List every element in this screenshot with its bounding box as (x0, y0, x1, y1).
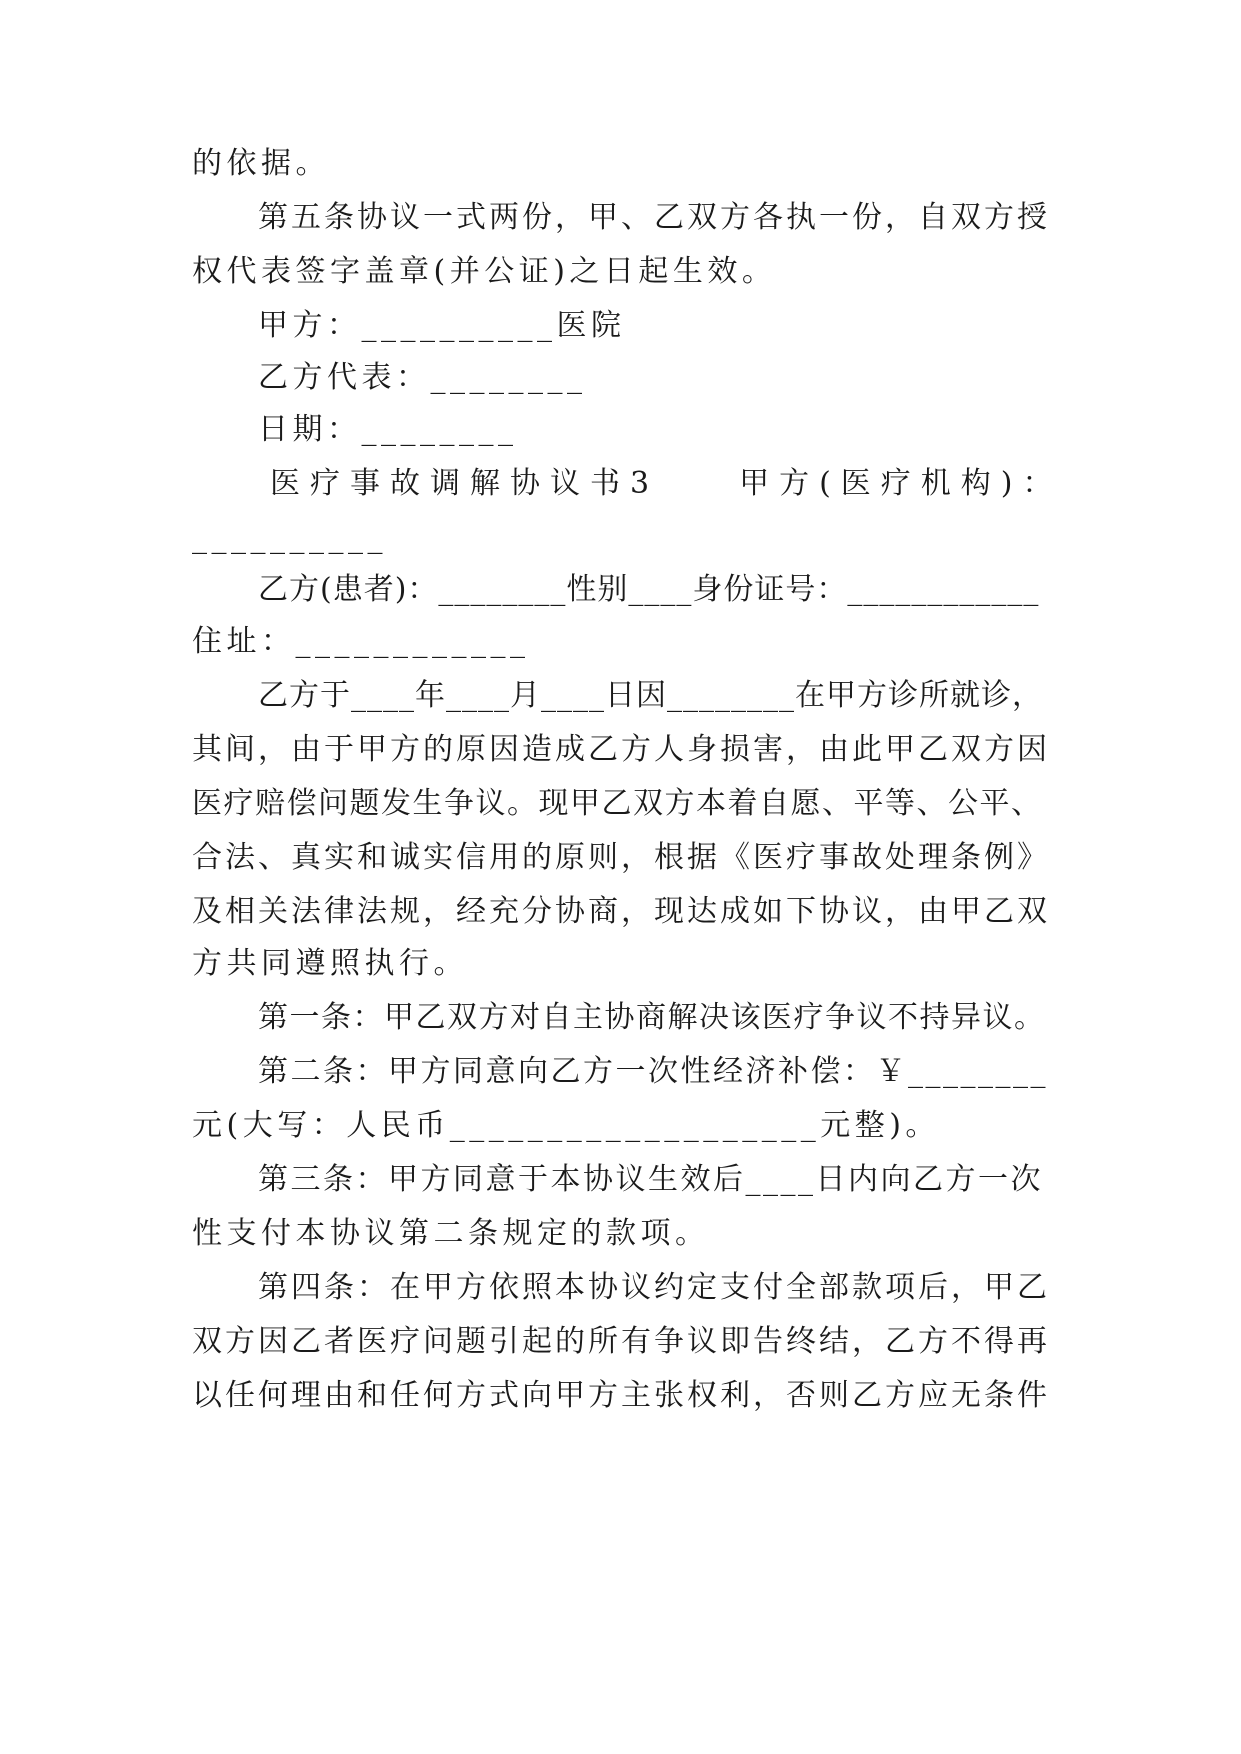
article-four-line: 第四条：在甲方依照本协议约定支付全部款项后，甲乙 (258, 1270, 1050, 1305)
address-line: 住址：____________ (192, 624, 530, 659)
paragraph-line: 的依据。 (192, 146, 330, 181)
article-two-line: 第二条：甲方同意向乙方一次性经济补偿：￥________ (258, 1054, 1048, 1089)
paragraph-line: 医疗赔偿问题发生争议。现甲乙双方本着自愿、平等、公平、 (192, 786, 1043, 821)
paragraph-line: 以任何理由和任何方式向甲方主张权利，否则乙方应无条件 (192, 1378, 1050, 1413)
section-title-line: 医疗事故调解协议书3 甲方(医疗机构)： (270, 466, 1063, 501)
date-line: 日期：________ (258, 412, 518, 447)
paragraph-line: 其间，由于甲方的原因造成乙方人身损害，由此甲乙双方因 (192, 732, 1050, 767)
party-a-line: 甲方：__________医院 (258, 308, 626, 343)
paragraph-line: 元(大写：人民币___________________元整)。 (192, 1108, 940, 1143)
party-b-patient-line: 乙方(患者)：________性别____身份证号：____________ (258, 572, 1040, 607)
paragraph-line: 乙方于____年____月____日因________在甲方诊所就诊， (258, 678, 1043, 713)
paragraph-line: 合法、真实和诚实信用的原则，根据《医疗事故处理条例》 (192, 840, 1050, 875)
blank-line: __________ (192, 520, 387, 555)
paragraph-line: 性支付本协议第二条规定的款项。 (192, 1216, 710, 1251)
party-b-representative-line: 乙方代表：________ (258, 360, 587, 395)
paragraph-line: 双方因乙者医疗问题引起的所有争议即告终结，乙方不得再 (192, 1324, 1050, 1359)
article-three-line: 第三条：甲方同意于本协议生效后____日内向乙方一次 (258, 1162, 1043, 1197)
article-one-line: 第一条：甲乙双方对自主协商解决该医疗争议不持异议。 (258, 1000, 1046, 1035)
paragraph-line: 方共同遵照执行。 (192, 946, 468, 981)
paragraph-line: 权代表签字盖章(并公证)之日起生效。 (192, 254, 777, 289)
paragraph-line: 及相关法律法规，经充分协商，现达成如下协议，由甲乙双 (192, 894, 1050, 929)
paragraph-line: 第五条协议一式两份，甲、乙双方各执一份，自双方授 (258, 200, 1050, 235)
